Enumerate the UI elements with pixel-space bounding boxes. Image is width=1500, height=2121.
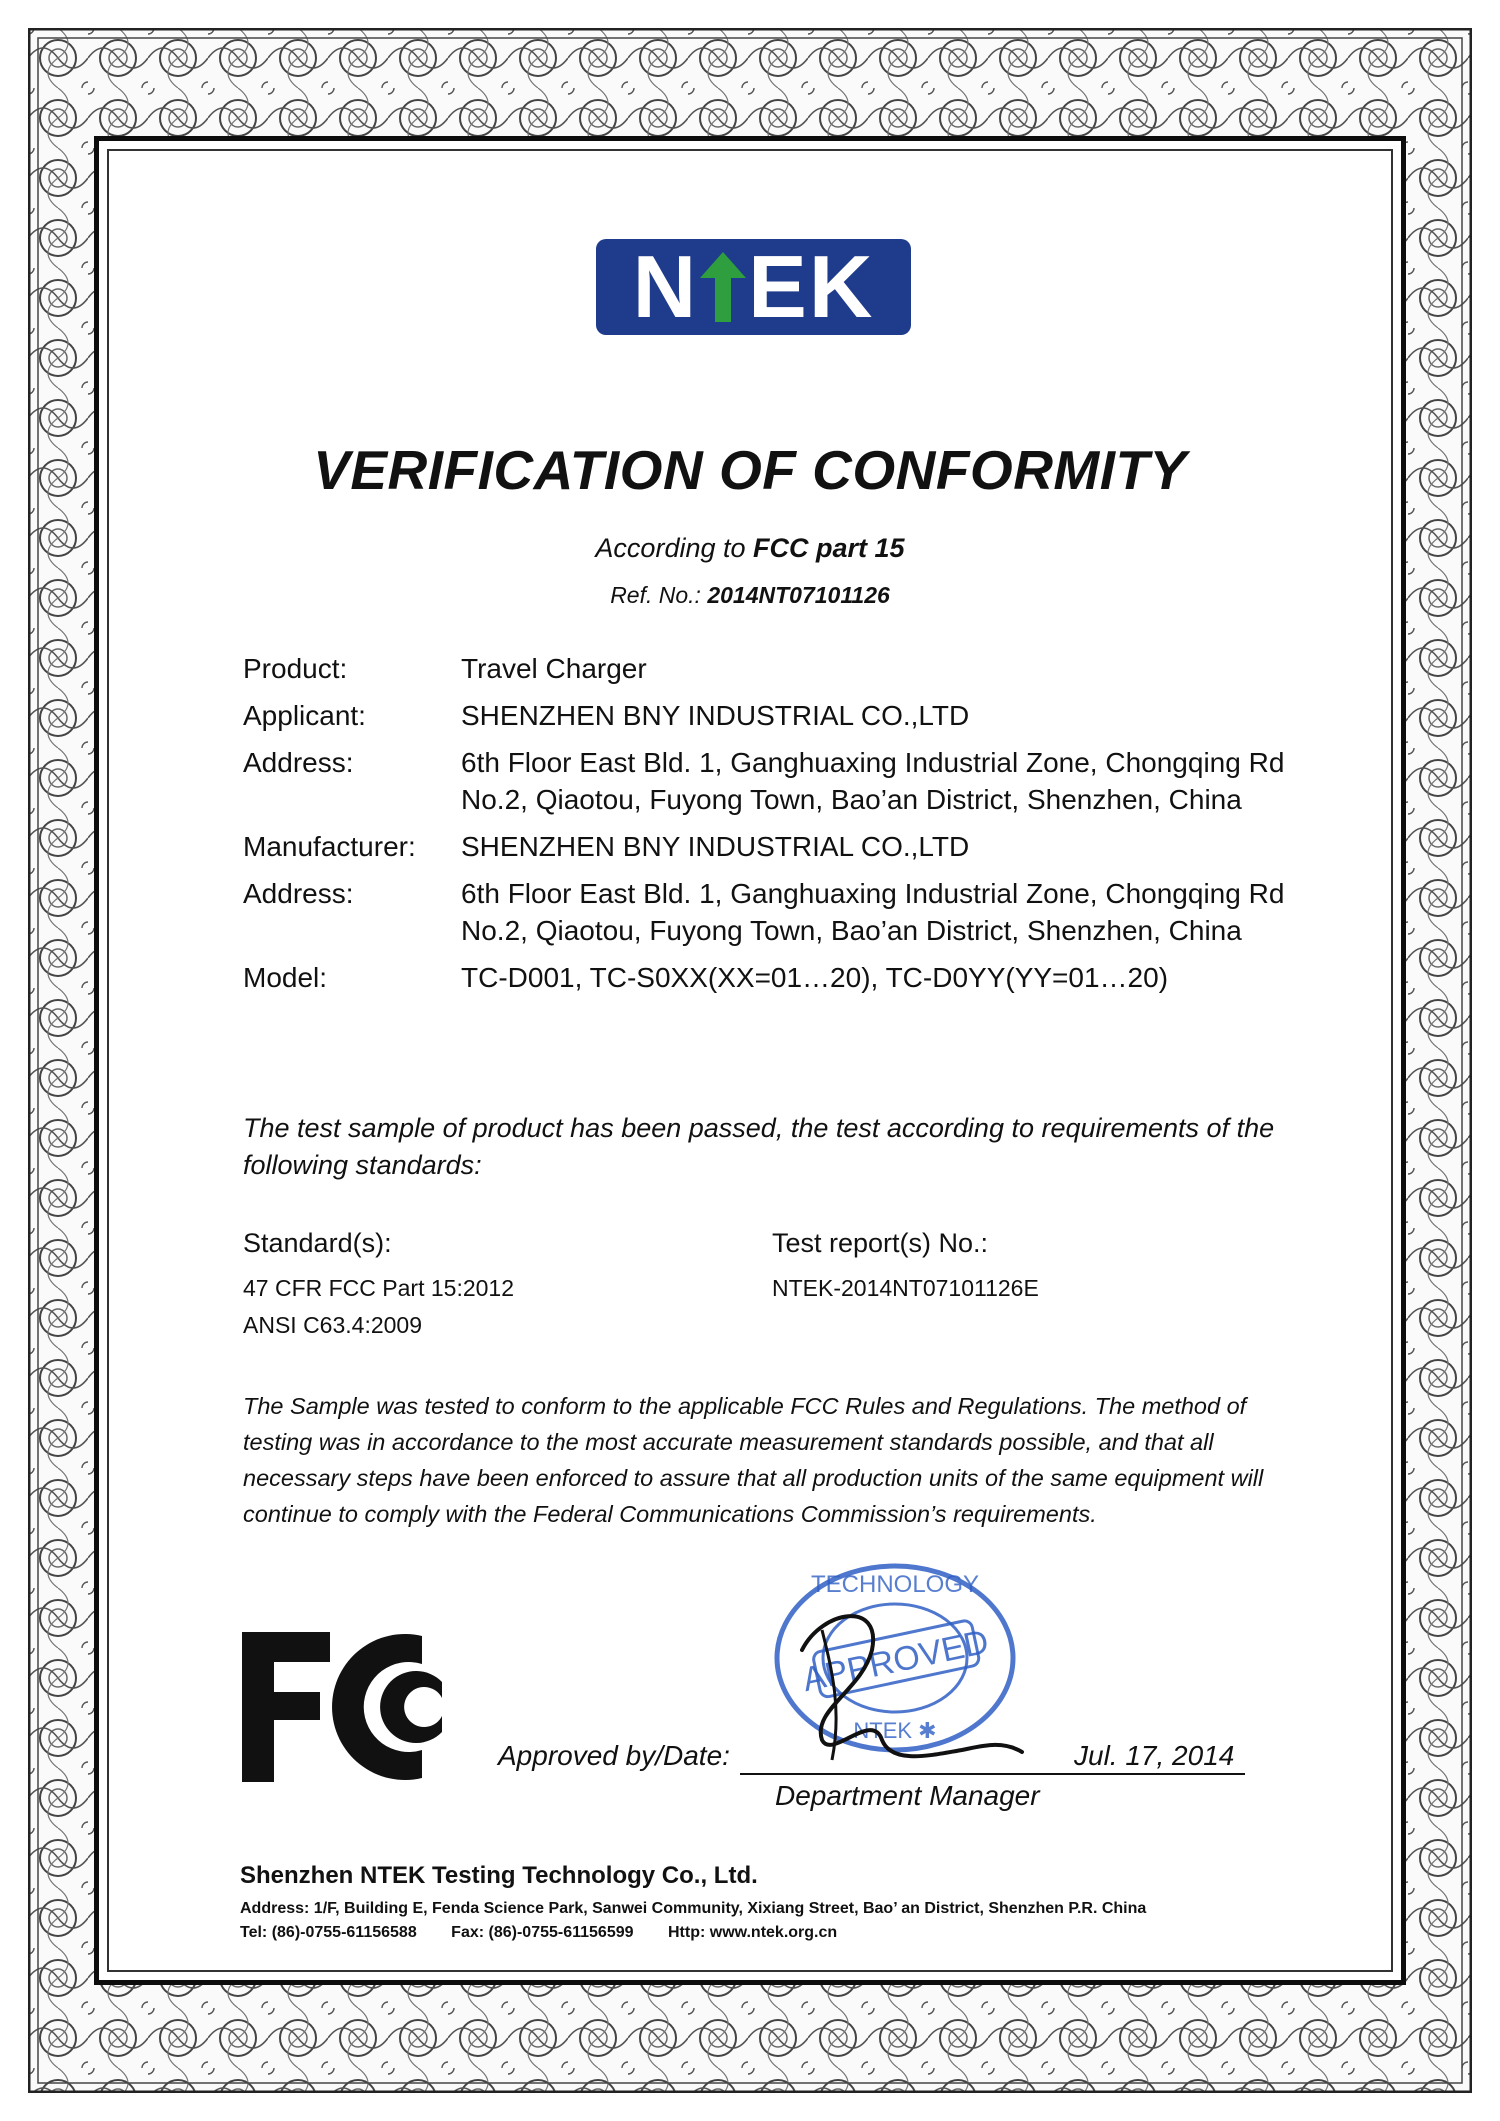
field-label: Manufacturer: bbox=[243, 831, 416, 862]
according-line bbox=[0, 533, 1500, 564]
field-applicant-address bbox=[243, 744, 1303, 818]
svg-text:APPROVED: APPROVED bbox=[799, 1622, 992, 1700]
passed-statement: The test sample of product has been passed, the test according to requirements of the following standards: bbox=[243, 1113, 1275, 1180]
field-value: Travel Charger bbox=[461, 653, 647, 684]
svg-text:TECHNOLOGY: TECHNOLOGY bbox=[810, 1571, 980, 1598]
signature-icon bbox=[762, 1590, 1042, 1770]
field-label: Product: bbox=[243, 653, 348, 684]
field-applicant bbox=[243, 697, 1303, 734]
ref-number: 2014NT07101126 bbox=[707, 582, 890, 608]
field-model bbox=[243, 959, 1303, 996]
approval-date: Jul. 17, 2014 bbox=[1074, 1740, 1235, 1771]
report-item: NTEK-2014NT07101126E bbox=[772, 1275, 1039, 1301]
footer-tel: Tel: (86)-0755-61156588 bbox=[240, 1924, 417, 1941]
ntek-logo-icon bbox=[596, 239, 911, 335]
svg-text:NTEK ✱: NTEK ✱ bbox=[853, 1718, 937, 1743]
reference-number-line bbox=[0, 582, 1500, 609]
field-value: SHENZHEN BNY INDUSTRIAL CO.,LTD bbox=[461, 700, 970, 731]
footer-contact bbox=[240, 1924, 867, 1942]
field-label: Applicant: bbox=[243, 700, 366, 731]
certificate-fields bbox=[243, 650, 1303, 1006]
logo-letter-n: N bbox=[632, 237, 699, 336]
certificate-title: VERIFICATION OF CONFORMITY bbox=[313, 439, 1187, 501]
field-manufacturer bbox=[243, 828, 1303, 865]
approved-by-label: Approved by/Date: bbox=[498, 1740, 730, 1771]
standard-item: ANSI C63.4:2009 bbox=[243, 1312, 423, 1338]
footer-fax: Fax: (86)-0755-61156599 bbox=[451, 1924, 634, 1941]
field-value: TC-D001, TC-S0XX(XX=01…20), TC-D0YY(YY=01…20) bbox=[461, 962, 1169, 993]
fcc-logo-icon bbox=[242, 1632, 482, 1782]
signature-line bbox=[740, 1773, 1245, 1775]
sample-statement: The Sample was tested to conform to the applicable FCC Rules and Regulations. The method of testing was in accordance to the most accurate measurement standards possible, and that all necessary steps have been enforced to assure that all production units of the same equipment will continue to comply with the Federal Communications Commission’s requirements. bbox=[243, 1393, 1264, 1527]
footer-website: Http: www.ntek.org.cn bbox=[667, 1924, 838, 1941]
field-value: 6th Floor East Bld. 1, Ganghuaxing Industrial Zone, Chongqing Rd No.2, Qiaotou, Fuyong Town, Bao’an District, Shenzhen, China bbox=[461, 747, 1285, 815]
field-label: Model: bbox=[243, 962, 328, 993]
field-product bbox=[243, 650, 1303, 687]
footer-address: Address: 1/F, Building E, Fenda Science Park, Sanwei Community, Xixiang Street, Bao’ an District, Shenzhen P.R. China bbox=[240, 1900, 1147, 1917]
approver-title: Department Manager bbox=[775, 1780, 1040, 1811]
according-standard: FCC part 15 bbox=[753, 533, 905, 563]
reports-heading: Test report(s) No.: bbox=[772, 1228, 989, 1258]
field-label: Address: bbox=[243, 747, 354, 778]
field-value: SHENZHEN BNY INDUSTRIAL CO.,LTD bbox=[461, 831, 970, 862]
field-manufacturer-address bbox=[243, 875, 1303, 949]
logo-letters-ek: EK bbox=[748, 237, 875, 336]
logo-arrow-icon bbox=[700, 252, 746, 322]
according-prefix: According to bbox=[595, 533, 754, 563]
field-value: 6th Floor East Bld. 1, Ganghuaxing Industrial Zone, Chongqing Rd No.2, Qiaotou, Fuyong Town, Bao’an District, Shenzhen, China bbox=[461, 878, 1285, 946]
field-label: Address: bbox=[243, 878, 354, 909]
standard-item: 47 CFR FCC Part 15:2012 bbox=[243, 1275, 515, 1301]
standards-heading: Standard(s): bbox=[243, 1228, 392, 1258]
ref-prefix: Ref. No.: bbox=[610, 582, 708, 608]
footer-company: Shenzhen NTEK Testing Technology Co., Ltd. bbox=[240, 1862, 758, 1889]
